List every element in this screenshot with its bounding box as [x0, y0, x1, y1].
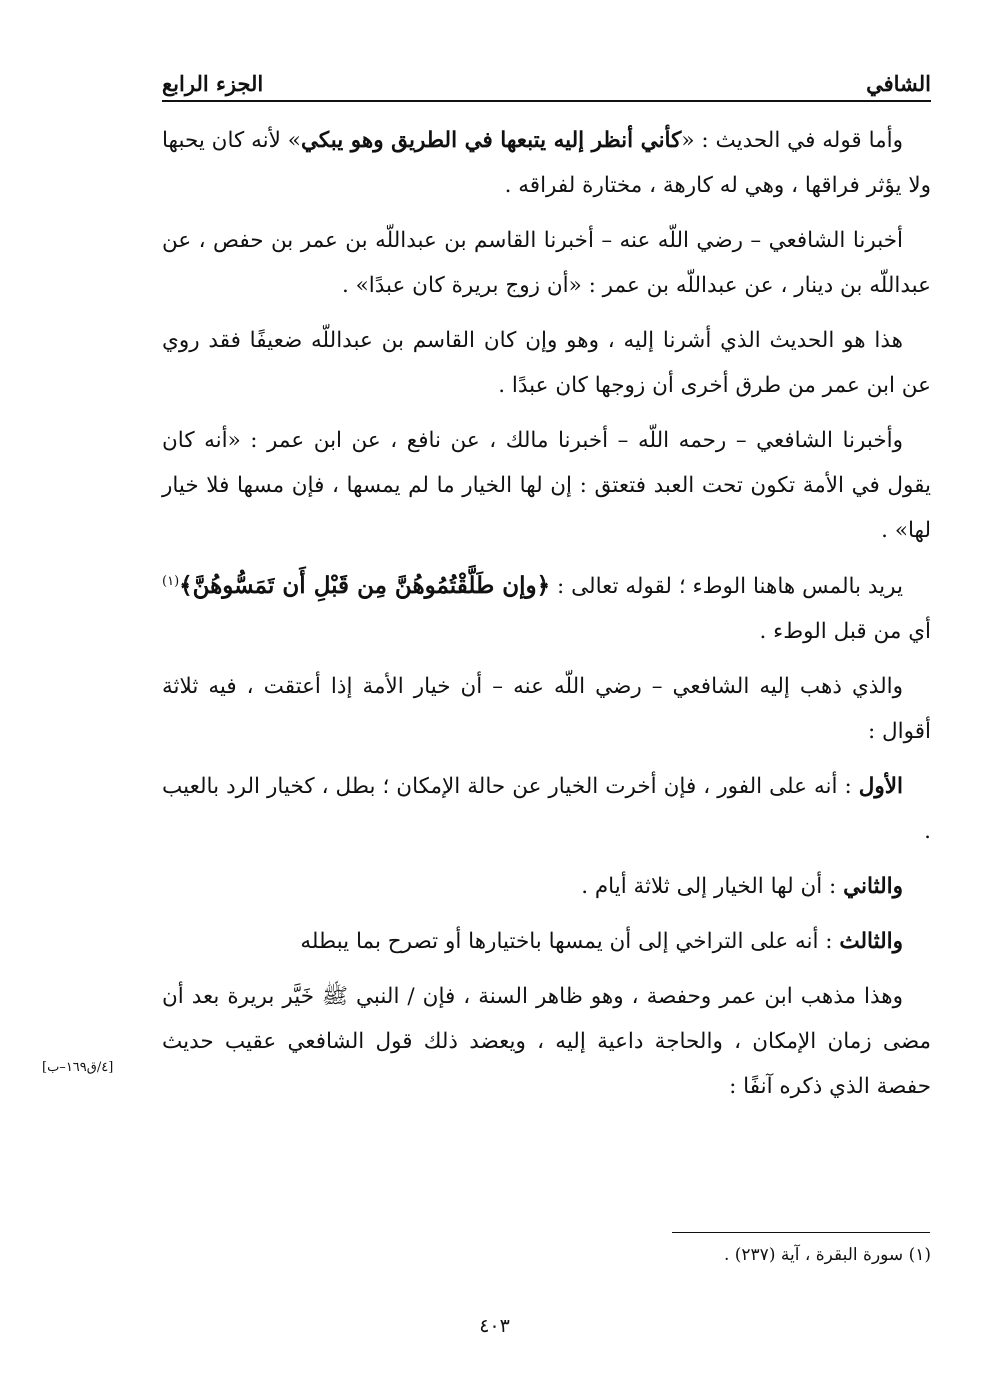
main-text [162, 118, 931, 1119]
second-opinion-text: : أن لها الخيار إلى ثلاثة أيام . [581, 874, 844, 899]
third-opinion-text: : أنه على التراخي إلى أن يمسها باختيارها أو تصرح بما يبطله [300, 929, 840, 954]
first-opinion-label: الأول [858, 774, 903, 799]
p5-before: يريد بالمس هاهنا الوطء ؛ لقوله تعالى : [550, 574, 904, 599]
paragraph-9 [162, 919, 931, 964]
paragraph-5 [162, 563, 931, 654]
footnote-ref: (١) [162, 573, 180, 589]
paragraph-3: هذا هو الحديث الذي أشرنا إليه ، وهو وإن كان القاسم بن عبداللّه ضعيفًا فقد روي عن ابن عمر من طرق أخرى أن زوجها كان عبدًا . [162, 328, 931, 398]
footnote-rule [672, 1232, 930, 1233]
paragraph-4: وأخبرنا الشافعي – رحمه اللّه – أخبرنا مالك ، عن نافع ، عن ابن عمر : «أنه كان يقول في الأمة تكون تحت العبد فتعتق : إن لها الخيار ما لم يمسها ، فإن مسها فلا خيار لها» . [162, 428, 931, 543]
paragraph-2: أخبرنا الشافعي – رضي اللّه عنه – أخبرنا القاسم بن عبداللّه بن عمر بن حفص ، عن عبداللّه بن دينار ، عن عبداللّه بن عمر : «أن زوج بريرة كان عبدًا» . [162, 228, 931, 298]
footnote: (١) سورة البقرة ، آية (٢٣٧) . [723, 1245, 931, 1265]
p1-before: وأما قوله في الحديث : « [681, 128, 904, 153]
paragraph-10: وهذا مذهب ابن عمر وحفصة ، وهو ظاهر السنة ، فإن / النبي ﷺ خَيَّر بريرة بعد أن مضى زمان الإمكان ، والحاجة داعية إليه ، ويعضد ذلك قول الشافعي عقيب حديث حفصة الذي ذكره آنفًا : [162, 984, 931, 1099]
paragraph-6: والذي ذهب إليه الشافعي – رضي اللّه عنه – أن خيار الأمة إذا أعتقت ، فيه ثلاثة أقوال : [162, 674, 931, 744]
running-header [162, 56, 931, 96]
paragraph-1 [162, 118, 931, 208]
manuscript-folio-note: [٤/ق١٦٩–ب] [42, 1060, 114, 1075]
header-rule [162, 100, 931, 102]
header-volume: الجزء الرابع [162, 71, 264, 96]
third-opinion-label: والثالث [839, 929, 903, 954]
page-number: ٤٠٣ [479, 1315, 510, 1337]
quran-verse: ﴿وإن طَلَّقْتُمُوهُنَّ مِن قَبْلِ أَن تَمَسُّوهُنَّ﴾ [179, 572, 551, 599]
p1-after: » لأنه كان يحبها ولا يؤثر فراقها ، وهي له كارهة ، مختارة لفراقه . [162, 128, 931, 198]
first-opinion-text: : أنه على الفور ، فإن أخرت الخيار عن حالة الإمكان ؛ بطل ، كخيار الرد بالعيب . [162, 774, 931, 844]
paragraph-7 [162, 764, 931, 854]
paragraph-8 [162, 864, 931, 909]
p1-hadith-quote: كأني أنظر إليه يتبعها في الطريق وهو يبكي [300, 128, 682, 153]
header-book-title: الشافي [866, 71, 931, 96]
second-opinion-label: والثاني [843, 874, 903, 899]
p5-after: أي من قبل الوطء . [759, 619, 931, 644]
